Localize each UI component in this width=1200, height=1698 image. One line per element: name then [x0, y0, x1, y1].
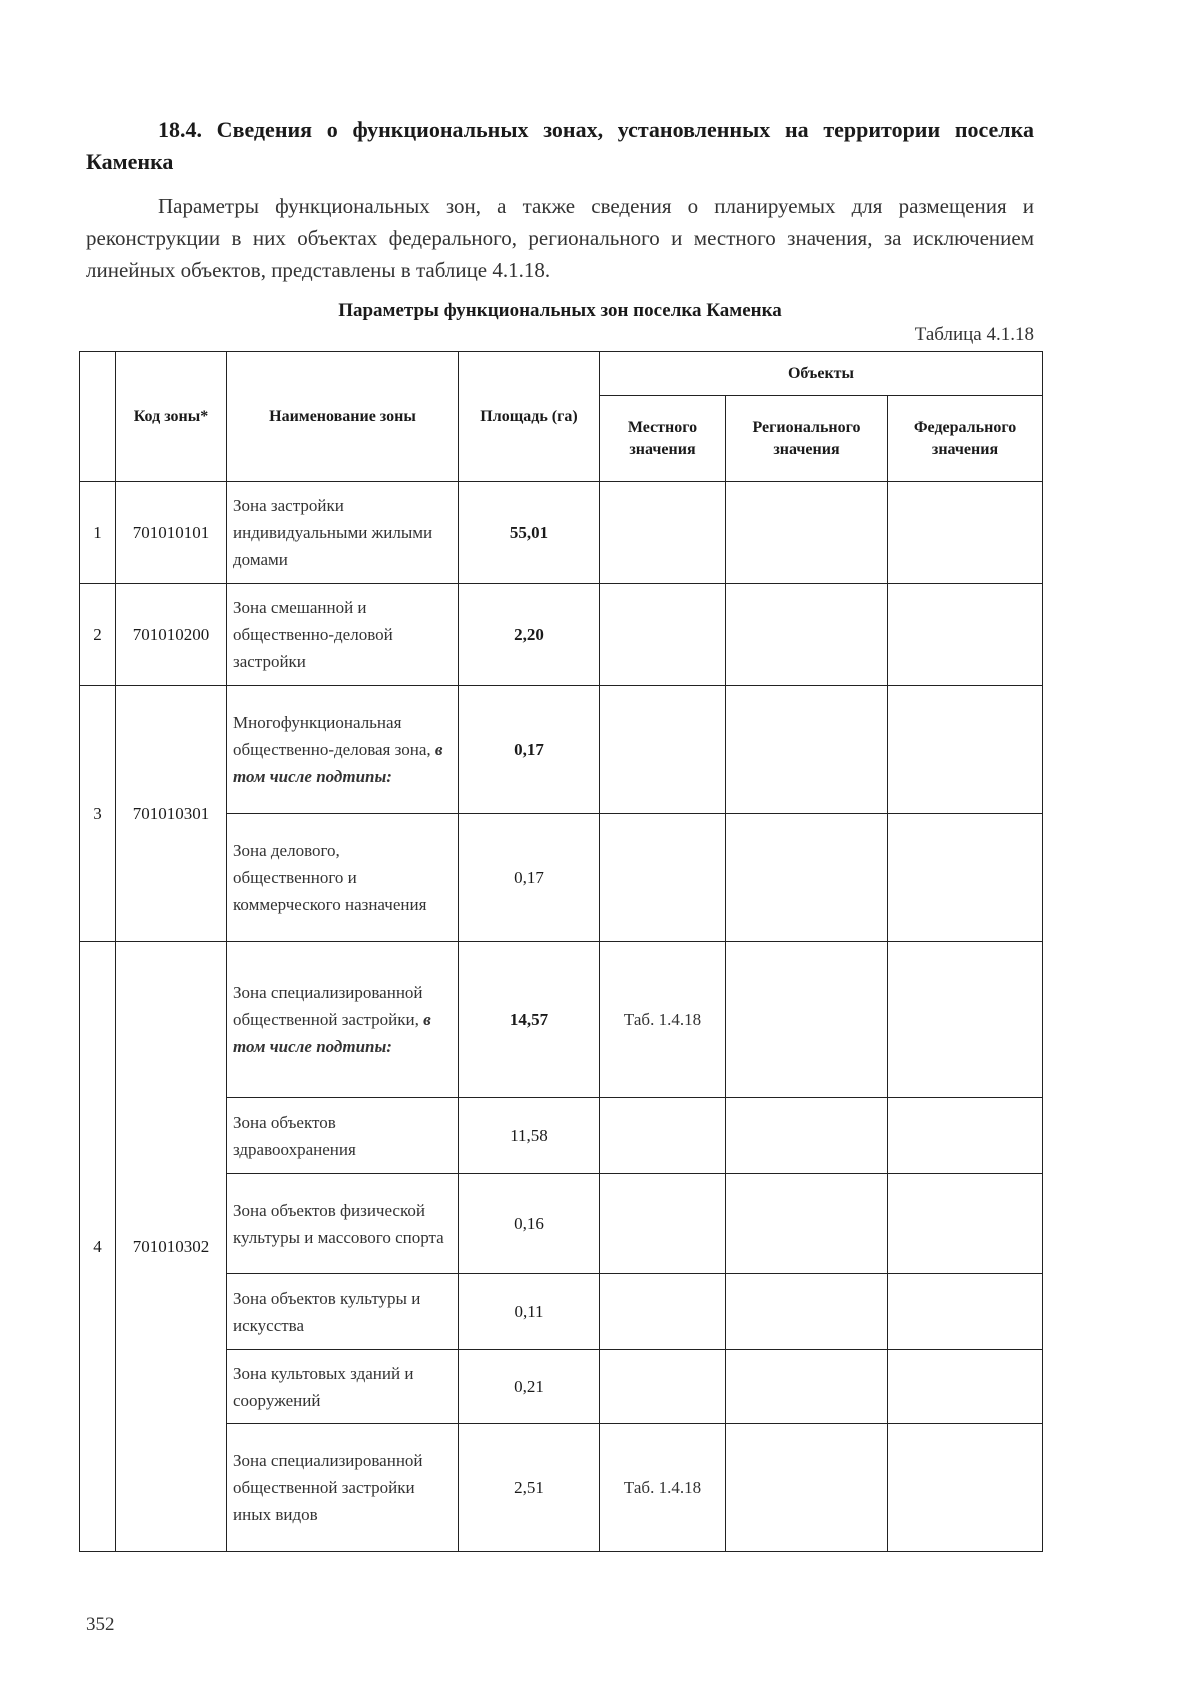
row-number: 3	[80, 686, 116, 942]
local-object	[600, 686, 726, 814]
zone-name: Зона объектов культуры и искусства	[227, 1274, 459, 1350]
zone-area: 0,17	[459, 686, 600, 814]
zone-area: 14,57	[459, 942, 600, 1098]
local-object: Таб. 1.4.18	[600, 1424, 726, 1552]
federal-object	[888, 482, 1043, 584]
subtypes-note: в том числе подтипы:	[233, 1010, 431, 1056]
local-object	[600, 1098, 726, 1174]
zone-code: 701010200	[116, 584, 227, 686]
section-heading: 18.4. Сведения о функциональных зонах, установленных на территории поселка Каменка	[86, 117, 1034, 174]
regional-object	[726, 482, 888, 584]
header-area: Площадь (га)	[459, 352, 600, 482]
local-object	[600, 482, 726, 584]
regional-object	[726, 584, 888, 686]
table-number: Таблица 4.1.18	[914, 324, 1034, 345]
local-object	[600, 1274, 726, 1350]
zone-name	[227, 686, 459, 814]
zone-code: 701010301	[116, 686, 227, 942]
zone-area: 0,11	[459, 1274, 600, 1350]
federal-object	[888, 1098, 1043, 1174]
zone-area: 2,51	[459, 1424, 600, 1552]
regional-object	[726, 814, 888, 942]
local-object: Таб. 1.4.18	[600, 942, 726, 1098]
header-num	[80, 352, 116, 482]
header-name: Наименование зоны	[227, 352, 459, 482]
regional-object	[726, 1174, 888, 1274]
federal-object	[888, 1424, 1043, 1552]
zone-area: 0,17	[459, 814, 600, 942]
zone-name: Зона смешанной и общественно-деловой застройки	[227, 584, 459, 686]
federal-object	[888, 942, 1043, 1098]
federal-object	[888, 814, 1043, 942]
intro-paragraph: Параметры функциональных зон, а также сведения о планируемых для размещения и реконструкции в них объектах федерального, регионального и местного значения, за исключением линейных объектов, представлены в таблице 4.1.18.	[86, 194, 1034, 282]
zone-area: 0,16	[459, 1174, 600, 1274]
zone-name: Зона культовых зданий и сооружений	[227, 1350, 459, 1424]
row-number: 1	[80, 482, 116, 584]
page-number: 352	[86, 1614, 115, 1635]
federal-object	[888, 584, 1043, 686]
regional-object	[726, 942, 888, 1098]
zone-area: 55,01	[459, 482, 600, 584]
zone-name: Зона объектов здравоохранения	[227, 1098, 459, 1174]
local-object	[600, 814, 726, 942]
subtypes-note: в том числе подтипы:	[233, 740, 443, 786]
federal-object	[888, 1274, 1043, 1350]
header-local: Местного значения	[600, 396, 726, 482]
regional-object	[726, 1350, 888, 1424]
zone-code: 701010101	[116, 482, 227, 584]
zone-name: Зона делового, общественного и коммерческого назначения	[227, 814, 459, 942]
regional-object	[726, 686, 888, 814]
zone-name: Зона застройки индивидуальными жилыми домами	[227, 482, 459, 584]
local-object	[600, 584, 726, 686]
table-row	[80, 942, 1043, 1098]
header-code: Код зоны*	[116, 352, 227, 482]
table-title: Параметры функциональных зон поселка Каменка	[338, 300, 782, 321]
local-object	[600, 1174, 726, 1274]
zone-area: 2,20	[459, 584, 600, 686]
zone-name: Зона специализированной общественной застройки иных видов	[227, 1424, 459, 1552]
zone-area: 0,21	[459, 1350, 600, 1424]
federal-object	[888, 1174, 1043, 1274]
header-federal: Федерального значения	[888, 396, 1043, 482]
regional-object	[726, 1274, 888, 1350]
zone-code: 701010302	[116, 942, 227, 1552]
header-regional: Регионального значения	[726, 396, 888, 482]
zone-name-text: Зона специализированной общественной застройки,	[233, 983, 423, 1029]
zone-name	[227, 942, 459, 1098]
zone-area: 11,58	[459, 1098, 600, 1174]
local-object	[600, 1350, 726, 1424]
zone-name: Зона объектов физической культуры и массового спорта	[227, 1174, 459, 1274]
row-number: 4	[80, 942, 116, 1552]
header-objects: Объекты	[600, 352, 1043, 396]
table-row	[80, 482, 1043, 584]
federal-object	[888, 686, 1043, 814]
federal-object	[888, 1350, 1043, 1424]
row-number: 2	[80, 584, 116, 686]
zone-name-text: Многофункциональная общественно-деловая зона,	[233, 713, 431, 759]
table-row	[80, 584, 1043, 686]
regional-object	[726, 1424, 888, 1552]
zones-table	[79, 351, 1043, 1552]
regional-object	[726, 1098, 888, 1174]
table-row	[80, 686, 1043, 814]
